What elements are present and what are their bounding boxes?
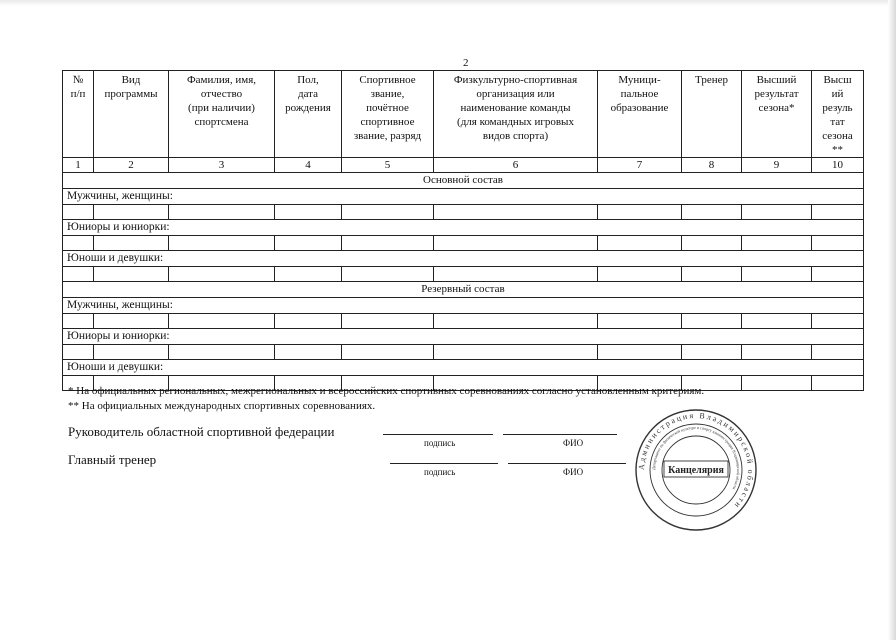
table-cell[interactable] — [275, 267, 342, 282]
column-header: Высш ий резуль тат сезона ** — [812, 71, 864, 158]
column-number: 10 — [812, 158, 864, 173]
column-header: Физкультурно-спортивная организация или наименование команды (для командных игровых видов спорта) — [434, 71, 598, 158]
table-cell[interactable] — [63, 205, 94, 220]
table-cell[interactable] — [94, 267, 169, 282]
column-number: 5 — [342, 158, 434, 173]
coach-name-caption: ФИО — [563, 467, 584, 477]
table-cell[interactable] — [342, 345, 434, 360]
stamp-outer-text: Администрация Владимирской области — [636, 410, 756, 512]
table-cell[interactable] — [94, 314, 169, 329]
table-cell[interactable] — [434, 267, 598, 282]
table-row — [63, 267, 864, 282]
table-cell[interactable] — [598, 345, 682, 360]
group-title: Юноши и девушки: — [63, 251, 864, 267]
table-row — [63, 236, 864, 251]
group-row — [63, 329, 864, 345]
stamp-center-text: Канцелярия — [668, 465, 724, 476]
table-cell[interactable] — [342, 205, 434, 220]
table-cell[interactable] — [742, 314, 812, 329]
table-cell[interactable] — [94, 205, 169, 220]
column-number: 7 — [598, 158, 682, 173]
footnote-international: ** На официальных международных спортивных соревнованиях. — [68, 400, 376, 412]
table-cell[interactable] — [812, 236, 864, 251]
head-signature-caption: подпись — [424, 438, 456, 448]
table-cell[interactable] — [63, 345, 94, 360]
section-title: Основной состав — [63, 173, 864, 189]
table-cell[interactable] — [434, 314, 598, 329]
column-header: Спортивное звание, почётное спортивное звание, разряд — [342, 71, 434, 158]
table-cell[interactable] — [812, 314, 864, 329]
table-cell[interactable] — [682, 314, 742, 329]
scan-edge-top — [0, 0, 896, 6]
athletes-table — [62, 70, 864, 391]
head-name-line — [503, 434, 617, 435]
table-cell[interactable] — [742, 376, 812, 391]
table-cell[interactable] — [275, 314, 342, 329]
group-row — [63, 360, 864, 376]
group-title: Юниоры и юниорки: — [63, 329, 864, 345]
table-cell[interactable] — [275, 345, 342, 360]
table-cell[interactable] — [742, 205, 812, 220]
column-number: 2 — [94, 158, 169, 173]
coach-signature-caption: подпись — [424, 467, 456, 477]
table-row — [63, 314, 864, 329]
table-cell[interactable] — [812, 205, 864, 220]
table-cell[interactable] — [742, 236, 812, 251]
table-cell[interactable] — [598, 314, 682, 329]
column-header: Высший результат сезона* — [742, 71, 812, 158]
table-row — [63, 205, 864, 220]
table-cell[interactable] — [682, 345, 742, 360]
column-number: 1 — [63, 158, 94, 173]
table-cell[interactable] — [342, 267, 434, 282]
column-header: Пол, дата рождения — [275, 71, 342, 158]
group-row — [63, 189, 864, 205]
column-header: Тренер — [682, 71, 742, 158]
column-number: 9 — [742, 158, 812, 173]
table-cell[interactable] — [275, 236, 342, 251]
table-cell[interactable] — [598, 236, 682, 251]
table-cell[interactable] — [169, 205, 275, 220]
coach-signature-line — [390, 463, 498, 464]
table-row — [63, 345, 864, 360]
office-stamp — [634, 408, 758, 532]
table-cell[interactable] — [342, 236, 434, 251]
group-title: Юниоры и юниорки: — [63, 220, 864, 236]
stamp-inner-text: Департамент по физической культуре и спорту администрации Владимирской области — [650, 424, 742, 491]
table-cell[interactable] — [742, 345, 812, 360]
column-header: Вид программы — [94, 71, 169, 158]
table-cell[interactable] — [434, 236, 598, 251]
column-header: Муници- пальное образование — [598, 71, 682, 158]
head-signature-line — [383, 434, 493, 435]
section-row — [63, 173, 864, 189]
column-number: 3 — [169, 158, 275, 173]
column-header: № п/п — [63, 71, 94, 158]
table-cell[interactable] — [812, 376, 864, 391]
group-title: Мужчины, женщины: — [63, 298, 864, 314]
section-row — [63, 282, 864, 298]
table-cell[interactable] — [598, 267, 682, 282]
column-numbers-row — [63, 158, 864, 173]
table-cell[interactable] — [169, 314, 275, 329]
table-cell[interactable] — [434, 205, 598, 220]
scan-edge-right — [888, 0, 896, 640]
table-cell[interactable] — [682, 205, 742, 220]
table-cell[interactable] — [275, 205, 342, 220]
federation-head-label: Руководитель областной спортивной федерации — [68, 424, 335, 439]
table-cell[interactable] — [682, 236, 742, 251]
table-cell[interactable] — [812, 345, 864, 360]
table-cell[interactable] — [63, 267, 94, 282]
table-cell[interactable] — [812, 267, 864, 282]
table-cell[interactable] — [434, 345, 598, 360]
head-name-caption: ФИО — [563, 438, 584, 448]
table-cell[interactable] — [63, 236, 94, 251]
table-cell[interactable] — [342, 314, 434, 329]
table-cell[interactable] — [682, 267, 742, 282]
group-row — [63, 298, 864, 314]
head-coach-label: Главный тренер — [68, 452, 157, 467]
table-cell[interactable] — [94, 236, 169, 251]
group-row — [63, 220, 864, 236]
table-cell[interactable] — [63, 314, 94, 329]
table-cell[interactable] — [742, 267, 812, 282]
table-cell[interactable] — [169, 267, 275, 282]
column-header: Фамилия, имя, отчество (при наличии) спортсмена — [169, 71, 275, 158]
column-number: 8 — [682, 158, 742, 173]
coach-name-line — [508, 463, 626, 464]
column-number: 4 — [275, 158, 342, 173]
table-cell[interactable] — [94, 345, 169, 360]
group-title: Мужчины, женщины: — [63, 189, 864, 205]
page-number: 2 — [463, 57, 469, 69]
section-title: Резервный состав — [63, 282, 864, 298]
table-cell[interactable] — [169, 345, 275, 360]
group-row — [63, 251, 864, 267]
table-cell[interactable] — [169, 236, 275, 251]
table-header-row — [63, 71, 864, 158]
column-number: 6 — [434, 158, 598, 173]
table-cell[interactable] — [598, 205, 682, 220]
footnote-regional: * На официальных региональных, межрегиональных и всероссийских спортивных соревнованиях согласно установленным критериям. — [68, 385, 705, 397]
group-title: Юноши и девушки: — [63, 360, 864, 376]
